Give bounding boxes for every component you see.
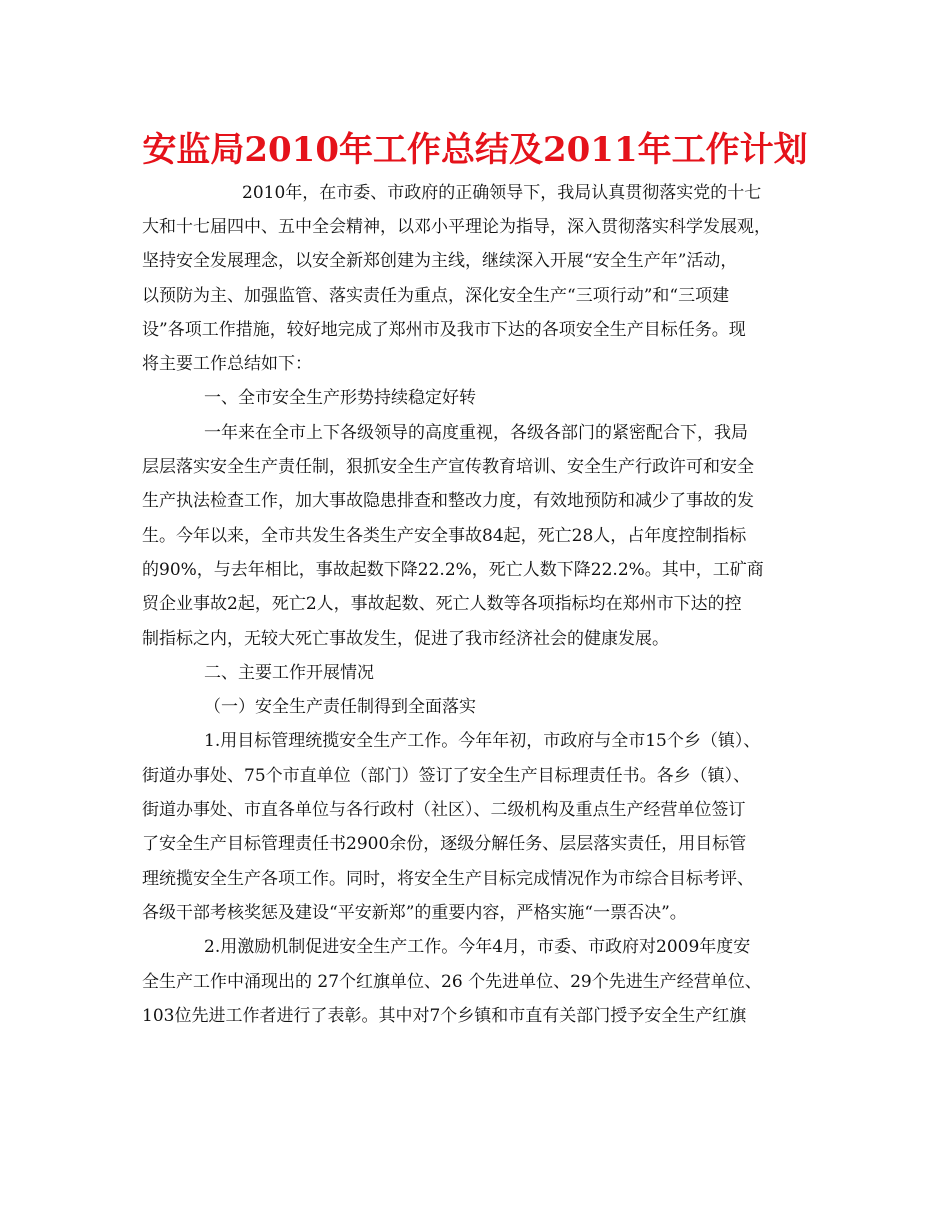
paragraph-line: 贸企业事故2起，死亡2人，事故起数、死亡人数等各项指标均在郑州市下达的控 xyxy=(142,594,742,614)
paragraph-line: 层层落实安全生产责任制，狠抓安全生产宣传教育培训、安全生产行政许可和安全 xyxy=(142,457,754,477)
paragraph-line: 以预防为主、加强监管、落实责任为重点，深化安全生产“三项行动”和“三项建 xyxy=(142,286,730,306)
paragraph-line: 了安全生产目标管理责任书2900余份，逐级分解任务、层层落实责任，用目标管 xyxy=(142,834,747,854)
document-title: 安监局2010年工作总结及2011年工作计划 xyxy=(142,130,808,170)
paragraph-line: 1.用目标管理统揽安全生产工作。今年年初，市政府与全市15个乡（镇）、 xyxy=(204,731,761,751)
paragraph-line: 生。今年以来，全市共发生各类生产安全事故84起，死亡28人，占年度控制指标 xyxy=(142,526,747,546)
paragraph-line: 理统揽安全生产各项工作。同时，将安全生产目标完成情况作为市综合目标考评、 xyxy=(142,869,754,889)
paragraph-line: 2010年，在市委、市政府的正确领导下，我局认真贯彻落实党的十七 xyxy=(242,183,762,203)
section-heading: 一、全市安全生产形势持续稳定好转 xyxy=(204,388,476,408)
paragraph-line: 一年来在全市上下各级领导的高度重视，各级各部门的紧密配合下，我局 xyxy=(204,423,748,443)
paragraph-line: 2.用激励机制促进安全生产工作。今年4月，市委、市政府对2009年度安 xyxy=(204,937,751,957)
paragraph-line: 制指标之内，无较大死亡事故发生，促进了我市经济社会的健康发展。 xyxy=(142,629,669,649)
paragraph-line: 的90%，与去年相比，事故起数下降22.2%，死亡人数下降22.2%。其中，工矿商 xyxy=(142,560,764,580)
paragraph-line: 将主要工作总结如下： xyxy=(142,354,312,374)
paragraph-line: 坚持安全发展理念，以安全新郑创建为主线，继续深入开展“安全生产年”活动， xyxy=(142,251,738,271)
paragraph-line: 大和十七届四中、五中全会精神，以邓小平理论为指导，深入贯彻落实科学发展观， xyxy=(142,217,771,237)
paragraph-line: 街道办事处、75个市直单位（部门）签订了安全生产目标理责任书。各乡（镇）、 xyxy=(142,766,751,786)
paragraph-line: 103位先进工作者进行了表彰。其中对7个乡镇和市直有关部门授予安全生产红旗 xyxy=(142,1006,747,1026)
paragraph-line: 各级干部考核奖惩及建设“平安新郑”的重要内容，严格实施“一票否决”。 xyxy=(142,903,687,923)
paragraph-line: 全生产工作中涌现出的 27个红旗单位、26 个先进单位、29个先进生产经营单位、 xyxy=(142,972,762,992)
paragraph-line: 街道办事处、市直各单位与各行政村（社区）、二级机构及重点生产经营单位签订 xyxy=(142,800,746,820)
section-heading: 二、主要工作开展情况 xyxy=(204,663,374,683)
subsection-heading: （一）安全生产责任制得到全面落实 xyxy=(204,697,476,717)
paragraph-line: 生产执法检查工作，加大事故隐患排查和整改力度，有效地预防和减少了事故的发 xyxy=(142,491,754,511)
paragraph-line: 设”各项工作措施，较好地完成了郑州市及我市下达的各项安全生产目标任务。现 xyxy=(142,320,746,340)
